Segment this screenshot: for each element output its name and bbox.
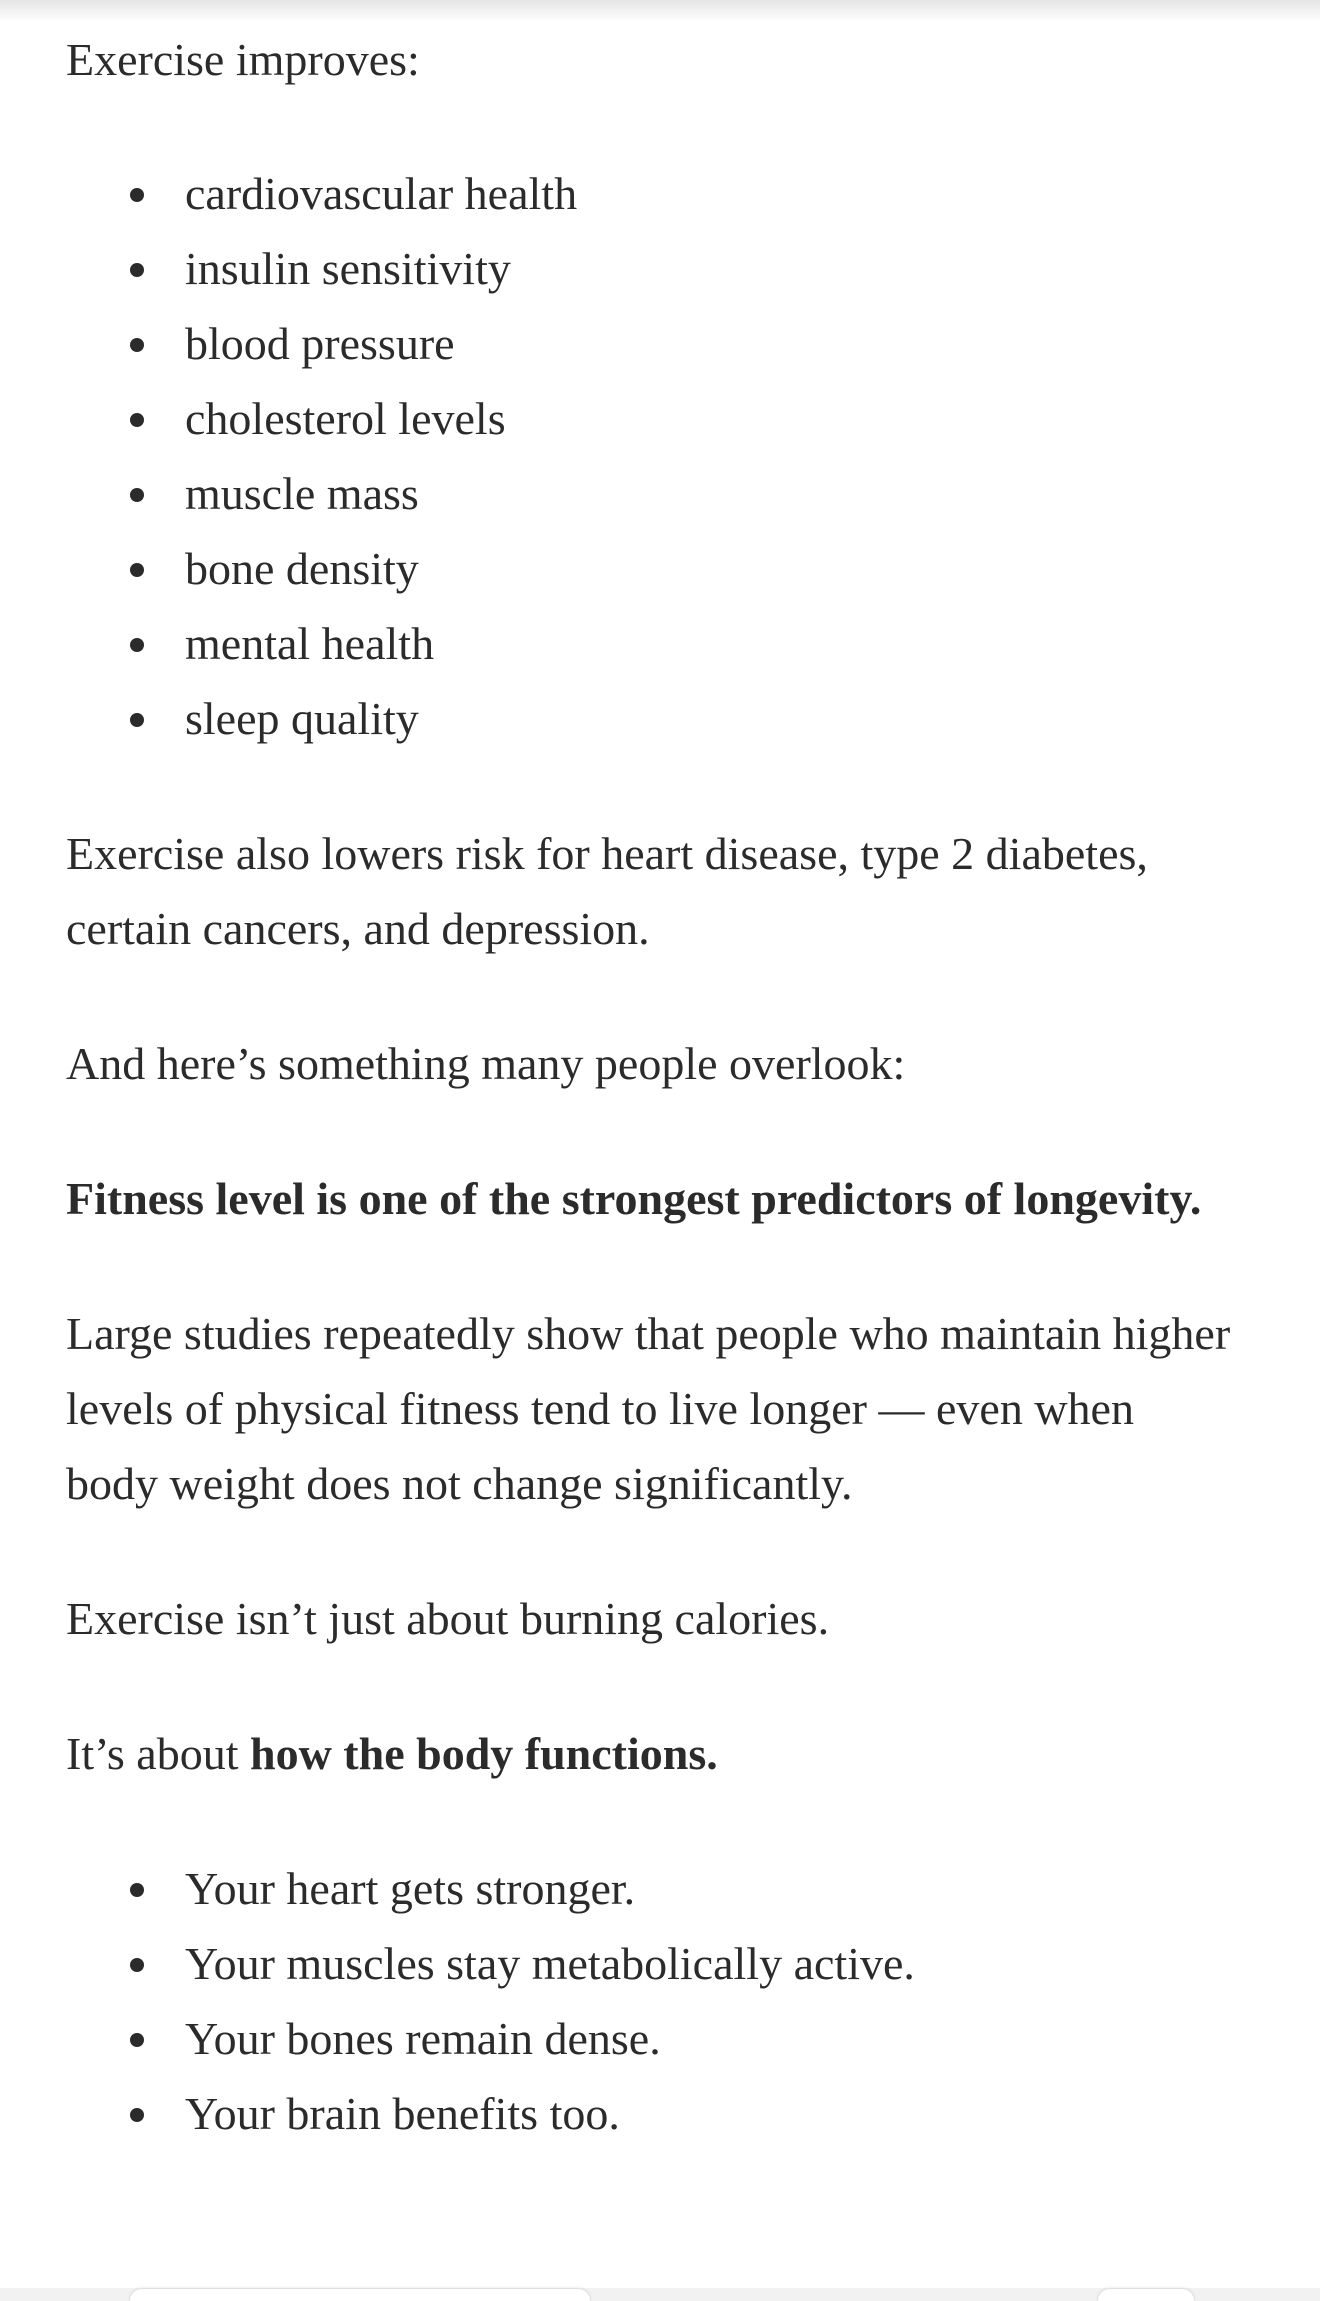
benefits-list bbox=[66, 156, 1236, 756]
list-item: bone density bbox=[185, 531, 1236, 606]
list-item: cardiovascular health bbox=[185, 156, 1236, 231]
list-item: muscle mass bbox=[185, 456, 1236, 531]
bottom-address-pill[interactable] bbox=[130, 2289, 590, 2301]
calories-paragraph: Exercise isn’t just about burning calories. bbox=[66, 1593, 830, 1644]
fitness-statement: Fitness level is one of the strongest predictors of longevity. bbox=[66, 1173, 1202, 1224]
top-edge-shadow bbox=[0, 0, 1320, 22]
list-item: Your muscles stay metabolically active. bbox=[185, 1926, 1236, 2001]
overlook-paragraph: And here’s something many people overlook: bbox=[66, 1038, 906, 1089]
function-paragraph bbox=[66, 1716, 1236, 1791]
list-item: mental health bbox=[185, 606, 1236, 681]
list-item: Your heart gets stronger. bbox=[185, 1851, 1236, 1926]
list-item: insulin sensitivity bbox=[185, 231, 1236, 306]
risk-paragraph: Exercise also lowers risk for heart disease, type 2 diabetes, certain cancers, and depression. bbox=[66, 828, 1148, 954]
function-prefix: It’s about bbox=[66, 1728, 250, 1779]
list-item: Your brain benefits too. bbox=[185, 2076, 1236, 2151]
studies-paragraph: Large studies repeatedly show that people who maintain higher levels of physical fitness tend to live longer — even when body weight does not change significantly. bbox=[66, 1308, 1231, 1509]
list-item: Your bones remain dense. bbox=[185, 2001, 1236, 2076]
article-body bbox=[66, 22, 1236, 2151]
list-item: blood pressure bbox=[185, 306, 1236, 381]
list-item: sleep quality bbox=[185, 681, 1236, 756]
effects-list bbox=[66, 1851, 1236, 2151]
function-bold-text: how the body functions. bbox=[249, 1728, 718, 1779]
list-item: cholesterol levels bbox=[185, 381, 1236, 456]
bottom-action-button[interactable] bbox=[1098, 2289, 1194, 2301]
intro-paragraph: Exercise improves: bbox=[66, 34, 420, 85]
